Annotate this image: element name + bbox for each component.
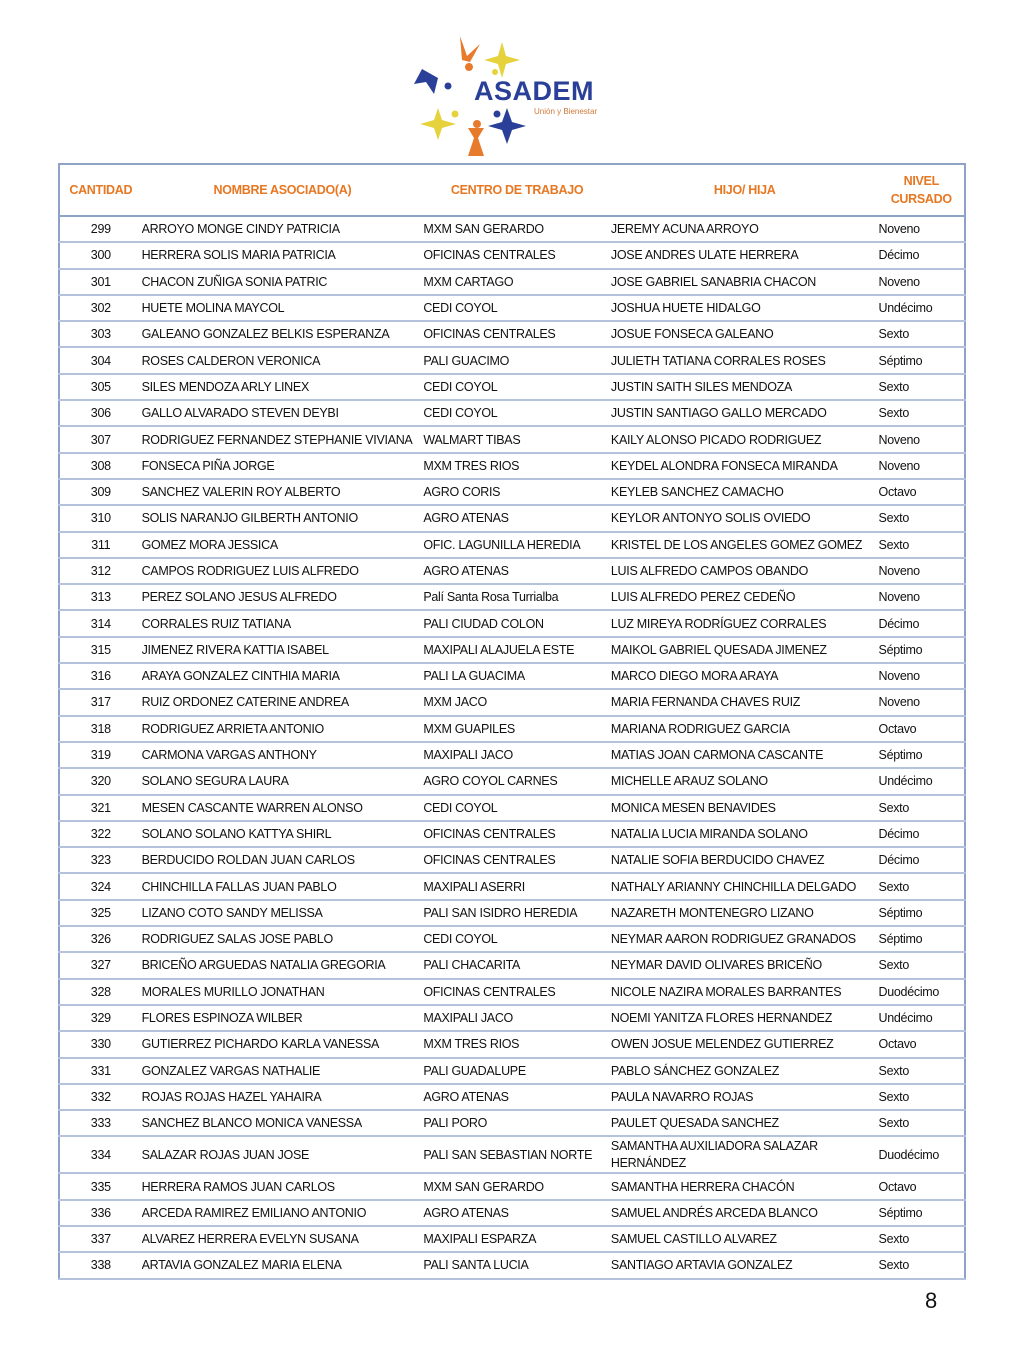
cell-cantidad: 327: [59, 952, 142, 978]
cell-nivel: Octavo: [879, 1173, 965, 1199]
cell-hijo: JOSE GABRIEL SANABRIA CHACON: [611, 269, 879, 295]
cell-nombre: ARCEDA RAMIREZ EMILIANO ANTONIO: [142, 1200, 424, 1226]
page-number: 8: [925, 1288, 938, 1313]
cell-hijo: MARCO DIEGO MORA ARAYA: [611, 663, 879, 689]
cell-nivel: Séptimo: [879, 347, 965, 373]
cell-centro: MXM CARTAGO: [423, 269, 611, 295]
cell-cantidad: 309: [59, 479, 142, 505]
cell-cantidad: 321: [59, 795, 142, 821]
cell-nombre: CARMONA VARGAS ANTHONY: [142, 742, 424, 768]
cell-cantidad: 337: [59, 1226, 142, 1252]
cell-cantidad: 305: [59, 374, 142, 400]
header-hijo: HIJO/ HIJA: [611, 164, 879, 216]
table-row: [59, 742, 965, 768]
cell-hijo: NATALIE SOFIA BERDUCIDO CHAVEZ: [611, 847, 879, 873]
cell-nivel: Décimo: [879, 821, 965, 847]
table-row: [59, 426, 965, 452]
cell-nivel: Undécimo: [879, 768, 965, 794]
cell-cantidad: 304: [59, 347, 142, 373]
cell-nivel: Sexto: [879, 873, 965, 899]
cell-centro: MXM SAN GERARDO: [423, 216, 611, 242]
table-row: [59, 952, 965, 978]
cell-cantidad: 332: [59, 1084, 142, 1110]
cell-hijo: LUIS ALFREDO PEREZ CEDEÑO: [611, 584, 879, 610]
cell-nivel: Noveno: [879, 426, 965, 452]
cell-nombre: SILES MENDOZA ARLY LINEX: [142, 374, 424, 400]
table-row: [59, 532, 965, 558]
cell-centro: CEDI COYOL: [423, 400, 611, 426]
cell-cantidad: 301: [59, 269, 142, 295]
table-row: [59, 768, 965, 794]
cell-nombre: SANCHEZ VALERIN ROY ALBERTO: [142, 479, 424, 505]
table-row: [59, 1110, 965, 1136]
table-row: [59, 1173, 965, 1199]
cell-centro: PALI GUADALUPE: [423, 1058, 611, 1084]
cell-nivel: Décimo: [879, 847, 965, 873]
cell-centro: MAXIPALI ASERRI: [423, 873, 611, 899]
header-nombre: NOMBRE ASOCIADO(A): [142, 164, 424, 216]
cell-cantidad: 324: [59, 873, 142, 899]
cell-hijo: NEYMAR DAVID OLIVARES BRICEÑO: [611, 952, 879, 978]
cell-nivel: Octavo: [879, 1031, 965, 1057]
cell-hijo: MATIAS JOAN CARMONA CASCANTE: [611, 742, 879, 768]
table-row: [59, 1084, 965, 1110]
cell-nivel: Séptimo: [879, 1200, 965, 1226]
cell-hijo: PABLO SÁNCHEZ GONZALEZ: [611, 1058, 879, 1084]
cell-nombre: BERDUCIDO ROLDAN JUAN CARLOS: [142, 847, 424, 873]
cell-hijo: KEYLOR ANTONYO SOLIS OVIEDO: [611, 505, 879, 531]
cell-cantidad: 333: [59, 1110, 142, 1136]
cell-nombre: ARROYO MONGE CINDY PATRICIA: [142, 216, 424, 242]
cell-centro: PALI SANTA LUCIA: [423, 1252, 611, 1278]
cell-centro: CEDI COYOL: [423, 295, 611, 321]
cell-hijo: PAULA NAVARRO ROJAS: [611, 1084, 879, 1110]
table-row: [59, 1252, 965, 1278]
cell-centro: MXM JACO: [423, 689, 611, 715]
table-row: [59, 873, 965, 899]
cell-cantidad: 317: [59, 689, 142, 715]
table-row: [59, 453, 965, 479]
cell-centro: PALI LA GUACIMA: [423, 663, 611, 689]
table-row: [59, 479, 965, 505]
table-row: [59, 558, 965, 584]
cell-nivel: Duodécimo: [879, 1136, 965, 1173]
table-row: [59, 847, 965, 873]
cell-hijo: KEYDEL ALONDRA FONSECA MIRANDA: [611, 453, 879, 479]
cell-nombre: GALLO ALVARADO STEVEN DEYBI: [142, 400, 424, 426]
cell-hijo: MICHELLE ARAUZ SOLANO: [611, 768, 879, 794]
cell-nombre: HERRERA RAMOS JUAN CARLOS: [142, 1173, 424, 1199]
cell-hijo: OWEN JOSUE MELENDEZ GUTIERREZ: [611, 1031, 879, 1057]
cell-centro: OFICINAS CENTRALES: [423, 242, 611, 268]
header-cantidad: CANTIDAD: [59, 164, 142, 216]
cell-centro: MXM TRES RIOS: [423, 1031, 611, 1057]
cell-hijo: MARIA FERNANDA CHAVES RUIZ: [611, 689, 879, 715]
cell-nivel: Décimo: [879, 610, 965, 636]
cell-cantidad: 315: [59, 637, 142, 663]
cell-nivel: Sexto: [879, 952, 965, 978]
cell-cantidad: 311: [59, 532, 142, 558]
cell-hijo: JEREMY ACUNA ARROYO: [611, 216, 879, 242]
cell-centro: CEDI COYOL: [423, 374, 611, 400]
cell-centro: MXM TRES RIOS: [423, 453, 611, 479]
table-row: [59, 216, 965, 242]
cell-hijo: NOEMI YANITZA FLORES HERNANDEZ: [611, 1005, 879, 1031]
cell-nivel: Sexto: [879, 1110, 965, 1136]
cell-text: SAMANTHA AUXILIADORA SALAZAR HERNÁNDEZ: [610, 1138, 818, 1170]
table-row: [59, 321, 965, 347]
table-row: [59, 347, 965, 373]
cell-nivel: Décimo: [879, 242, 965, 268]
table-row: [59, 795, 965, 821]
cell-nombre: ROJAS ROJAS HAZEL YAHAIRA: [142, 1084, 424, 1110]
cell-cantidad: 326: [59, 926, 142, 952]
cell-centro: CEDI COYOL: [423, 926, 611, 952]
cell-centro: MAXIPALI ESPARZA: [423, 1226, 611, 1252]
cell-hijo: LUZ MIREYA RODRÍGUEZ CORRALES: [611, 610, 879, 636]
cell-nivel: Sexto: [879, 374, 965, 400]
cell-nombre: RODRIGUEZ FERNANDEZ STEPHANIE VIVIANA: [142, 426, 424, 452]
cell-hijo: JULIETH TATIANA CORRALES ROSES: [611, 347, 879, 373]
cell-nombre: LIZANO COTO SANDY MELISSA: [142, 900, 424, 926]
cell-nivel: Séptimo: [879, 900, 965, 926]
cell-hijo: SAMUEL ANDRÉS ARCEDA BLANCO: [611, 1200, 879, 1226]
cell-cantidad: 314: [59, 610, 142, 636]
cell-cantidad: 313: [59, 584, 142, 610]
cell-nombre: RODRIGUEZ ARRIETA ANTONIO: [142, 716, 424, 742]
cell-hijo: MARIANA RODRIGUEZ GARCIA: [611, 716, 879, 742]
cell-nombre: SANCHEZ BLANCO MONICA VANESSA: [142, 1110, 424, 1136]
cell-cantidad: 302: [59, 295, 142, 321]
cell-cantidad: 307: [59, 426, 142, 452]
cell-centro: AGRO ATENAS: [423, 505, 611, 531]
cell-centro: OFICINAS CENTRALES: [423, 821, 611, 847]
logo-name: ASADEM: [474, 76, 595, 106]
cell-centro: AGRO COYOL CARNES: [423, 768, 611, 794]
cell-nombre: RUIZ ORDONEZ CATERINE ANDREA: [142, 689, 424, 715]
cell-nivel: Séptimo: [879, 926, 965, 952]
cell-cantidad: 299: [59, 216, 142, 242]
cell-nombre: SOLANO SOLANO KATTYA SHIRL: [142, 821, 424, 847]
cell-nivel: Noveno: [879, 269, 965, 295]
cell-nombre: JIMENEZ RIVERA KATTIA ISABEL: [142, 637, 424, 663]
cell-nivel: Noveno: [879, 663, 965, 689]
table-row: [59, 821, 965, 847]
table-row: [59, 663, 965, 689]
cell-hijo: NAZARETH MONTENEGRO LIZANO: [611, 900, 879, 926]
cell-centro: PALI SAN ISIDRO HEREDIA: [423, 900, 611, 926]
table-row: [59, 269, 965, 295]
cell-nivel: Sexto: [879, 1252, 965, 1278]
cell-nivel: Undécimo: [879, 295, 965, 321]
cell-hijo: NICOLE NAZIRA MORALES BARRANTES: [611, 979, 879, 1005]
cell-hijo: JUSTIN SAITH SILES MENDOZA: [611, 374, 879, 400]
cell-hijo: NATHALY ARIANNY CHINCHILLA DELGADO: [611, 873, 879, 899]
cell-cantidad: 318: [59, 716, 142, 742]
cell-cantidad: 308: [59, 453, 142, 479]
cell-hijo: JOSHUA HUETE HIDALGO: [611, 295, 879, 321]
cell-nivel: Octavo: [879, 479, 965, 505]
cell-centro: AGRO ATENAS: [423, 558, 611, 584]
cell-nivel: Sexto: [879, 1226, 965, 1252]
table-row: [59, 295, 965, 321]
cell-nombre: MESEN CASCANTE WARREN ALONSO: [142, 795, 424, 821]
table-row: [59, 584, 965, 610]
cell-hijo: JOSE ANDRES ULATE HERRERA: [611, 242, 879, 268]
table-row: [59, 505, 965, 531]
cell-nombre: SOLANO SEGURA LAURA: [142, 768, 424, 794]
cell-cantidad: 331: [59, 1058, 142, 1084]
cell-nombre: RODRIGUEZ SALAS JOSE PABLO: [142, 926, 424, 952]
cell-centro: MAXIPALI ALAJUELA ESTE: [423, 637, 611, 663]
cell-nombre: ALVAREZ HERRERA EVELYN SUSANA: [142, 1226, 424, 1252]
cell-nombre: GUTIERREZ PICHARDO KARLA VANESSA: [142, 1031, 424, 1057]
cell-centro: OFICINAS CENTRALES: [423, 847, 611, 873]
cell-nivel: Duodécimo: [879, 979, 965, 1005]
table-row: [59, 1031, 965, 1057]
cell-cantidad: 300: [59, 242, 142, 268]
table-row: [59, 689, 965, 715]
cell-nombre: ARAYA GONZALEZ CINTHIA MARIA: [142, 663, 424, 689]
cell-nombre: FLORES ESPINOZA WILBER: [142, 1005, 424, 1031]
cell-nombre: HUETE MOLINA MAYCOL: [142, 295, 424, 321]
cell-nivel: Octavo: [879, 716, 965, 742]
cell-cantidad: 312: [59, 558, 142, 584]
cell-nombre: PEREZ SOLANO JESUS ALFREDO: [142, 584, 424, 610]
cell-nombre: ROSES CALDERON VERONICA: [142, 347, 424, 373]
cell-cantidad: 329: [59, 1005, 142, 1031]
cell-centro: PALI GUACIMO: [423, 347, 611, 373]
cell-nombre: MORALES MURILLO JONATHAN: [142, 979, 424, 1005]
table-row: [59, 1136, 965, 1173]
cell-hijo: NATALIA LUCIA MIRANDA SOLANO: [611, 821, 879, 847]
cell-cantidad: 303: [59, 321, 142, 347]
cell-hijo: [611, 1136, 879, 1173]
table-row: [59, 1058, 965, 1084]
table-row: [59, 716, 965, 742]
header-centro: CENTRO DE TRABAJO: [423, 164, 611, 216]
cell-centro: PALI SAN SEBASTIAN NORTE: [423, 1136, 611, 1173]
cell-hijo: KRISTEL DE LOS ANGELES GOMEZ GOMEZ: [611, 532, 879, 558]
cell-cantidad: 306: [59, 400, 142, 426]
cell-hijo: MONICA MESEN BENAVIDES: [611, 795, 879, 821]
cell-cantidad: 328: [59, 979, 142, 1005]
cell-cantidad: 323: [59, 847, 142, 873]
cell-nivel: Sexto: [879, 505, 965, 531]
cell-nombre: SOLIS NARANJO GILBERTH ANTONIO: [142, 505, 424, 531]
cell-nivel: Sexto: [879, 1058, 965, 1084]
cell-cantidad: 325: [59, 900, 142, 926]
cell-cantidad: 322: [59, 821, 142, 847]
cell-centro: AGRO ATENAS: [423, 1084, 611, 1110]
cell-nombre: ARTAVIA GONZALEZ MARIA ELENA: [142, 1252, 424, 1278]
cell-centro: MXM GUAPILES: [423, 716, 611, 742]
cell-centro: OFICINAS CENTRALES: [423, 321, 611, 347]
asadem-logo: [412, 34, 627, 159]
cell-nivel: Noveno: [879, 453, 965, 479]
cell-centro: AGRO ATENAS: [423, 1200, 611, 1226]
cell-hijo: SAMANTHA HERRERA CHACÓN: [611, 1173, 879, 1199]
cell-hijo: JUSTIN SANTIAGO GALLO MERCADO: [611, 400, 879, 426]
cell-cantidad: 316: [59, 663, 142, 689]
cell-centro: WALMART TIBAS: [423, 426, 611, 452]
cell-cantidad: 330: [59, 1031, 142, 1057]
cell-nombre: CORRALES RUIZ TATIANA: [142, 610, 424, 636]
cell-hijo: KEYLEB SANCHEZ CAMACHO: [611, 479, 879, 505]
cell-centro: AGRO CORIS: [423, 479, 611, 505]
table-row: [59, 979, 965, 1005]
cell-nivel: Séptimo: [879, 637, 965, 663]
table-row: [59, 1005, 965, 1031]
cell-cantidad: 335: [59, 1173, 142, 1199]
cell-nombre: SALAZAR ROJAS JUAN JOSE: [142, 1136, 424, 1173]
cell-nombre: CAMPOS RODRIGUEZ LUIS ALFREDO: [142, 558, 424, 584]
cell-centro: OFICINAS CENTRALES: [423, 979, 611, 1005]
table-row: [59, 900, 965, 926]
cell-nombre: BRICEÑO ARGUEDAS NATALIA GREGORIA: [142, 952, 424, 978]
cell-centro: PALI PORO: [423, 1110, 611, 1136]
cell-nombre: CHACON ZUÑIGA SONIA PATRIC: [142, 269, 424, 295]
cell-hijo: MAIKOL GABRIEL QUESADA JIMENEZ: [611, 637, 879, 663]
cell-hijo: SANTIAGO ARTAVIA GONZALEZ: [611, 1252, 879, 1278]
table-row: [59, 610, 965, 636]
cell-hijo: KAILY ALONSO PICADO RODRIGUEZ: [611, 426, 879, 452]
cell-centro: OFIC. LAGUNILLA HEREDIA: [423, 532, 611, 558]
cell-nivel: Noveno: [879, 584, 965, 610]
header-nivel: NIVEL CURSADO: [879, 164, 965, 216]
table-row: [59, 926, 965, 952]
cell-cantidad: 334: [59, 1136, 142, 1173]
cell-nivel: Sexto: [879, 532, 965, 558]
cell-cantidad: 310: [59, 505, 142, 531]
cell-cantidad: 319: [59, 742, 142, 768]
cell-nivel: Sexto: [879, 321, 965, 347]
cell-cantidad: 338: [59, 1252, 142, 1278]
cell-nombre: GONZALEZ VARGAS NATHALIE: [142, 1058, 424, 1084]
cell-nivel: Undécimo: [879, 1005, 965, 1031]
cell-hijo: LUIS ALFREDO CAMPOS OBANDO: [611, 558, 879, 584]
cell-nombre: GALEANO GONZALEZ BELKIS ESPERANZA: [142, 321, 424, 347]
cell-nombre: GOMEZ MORA JESSICA: [142, 532, 424, 558]
cell-centro: PALI CHACARITA: [423, 952, 611, 978]
cell-nombre: HERRERA SOLIS MARIA PATRICIA: [142, 242, 424, 268]
cell-nivel: Sexto: [879, 1084, 965, 1110]
cell-hijo: PAULET QUESADA SANCHEZ: [611, 1110, 879, 1136]
table-row: [59, 374, 965, 400]
cell-centro: PALI CIUDAD COLON: [423, 610, 611, 636]
cell-nivel: Noveno: [879, 689, 965, 715]
table-row: [59, 1226, 965, 1252]
cell-centro: MAXIPALI JACO: [423, 742, 611, 768]
cell-centro: Palí Santa Rosa Turrialba: [423, 584, 611, 610]
cell-centro: MXM SAN GERARDO: [423, 1173, 611, 1199]
cell-cantidad: 336: [59, 1200, 142, 1226]
cell-nivel: Noveno: [879, 558, 965, 584]
cell-nivel: Sexto: [879, 400, 965, 426]
cell-cantidad: 320: [59, 768, 142, 794]
cell-hijo: SAMUEL CASTILLO ALVAREZ: [611, 1226, 879, 1252]
logo-tagline: Unión y Bienestar: [534, 107, 598, 116]
table-header-row: [59, 164, 965, 216]
table-row: [59, 400, 965, 426]
cell-hijo: NEYMAR AARON RODRIGUEZ GRANADOS: [611, 926, 879, 952]
cell-nivel: Séptimo: [879, 742, 965, 768]
cell-hijo: JOSUE FONSECA GALEANO: [611, 321, 879, 347]
cell-centro: MAXIPALI JACO: [423, 1005, 611, 1031]
members-table: [58, 163, 966, 1280]
cell-nombre: CHINCHILLA FALLAS JUAN PABLO: [142, 873, 424, 899]
cell-centro: CEDI COYOL: [423, 795, 611, 821]
table-row: [59, 637, 965, 663]
cell-nivel: Noveno: [879, 216, 965, 242]
cell-nivel: Sexto: [879, 795, 965, 821]
table-row: [59, 1200, 965, 1226]
cell-nombre: FONSECA PIÑA JORGE: [142, 453, 424, 479]
table-row: [59, 242, 965, 268]
